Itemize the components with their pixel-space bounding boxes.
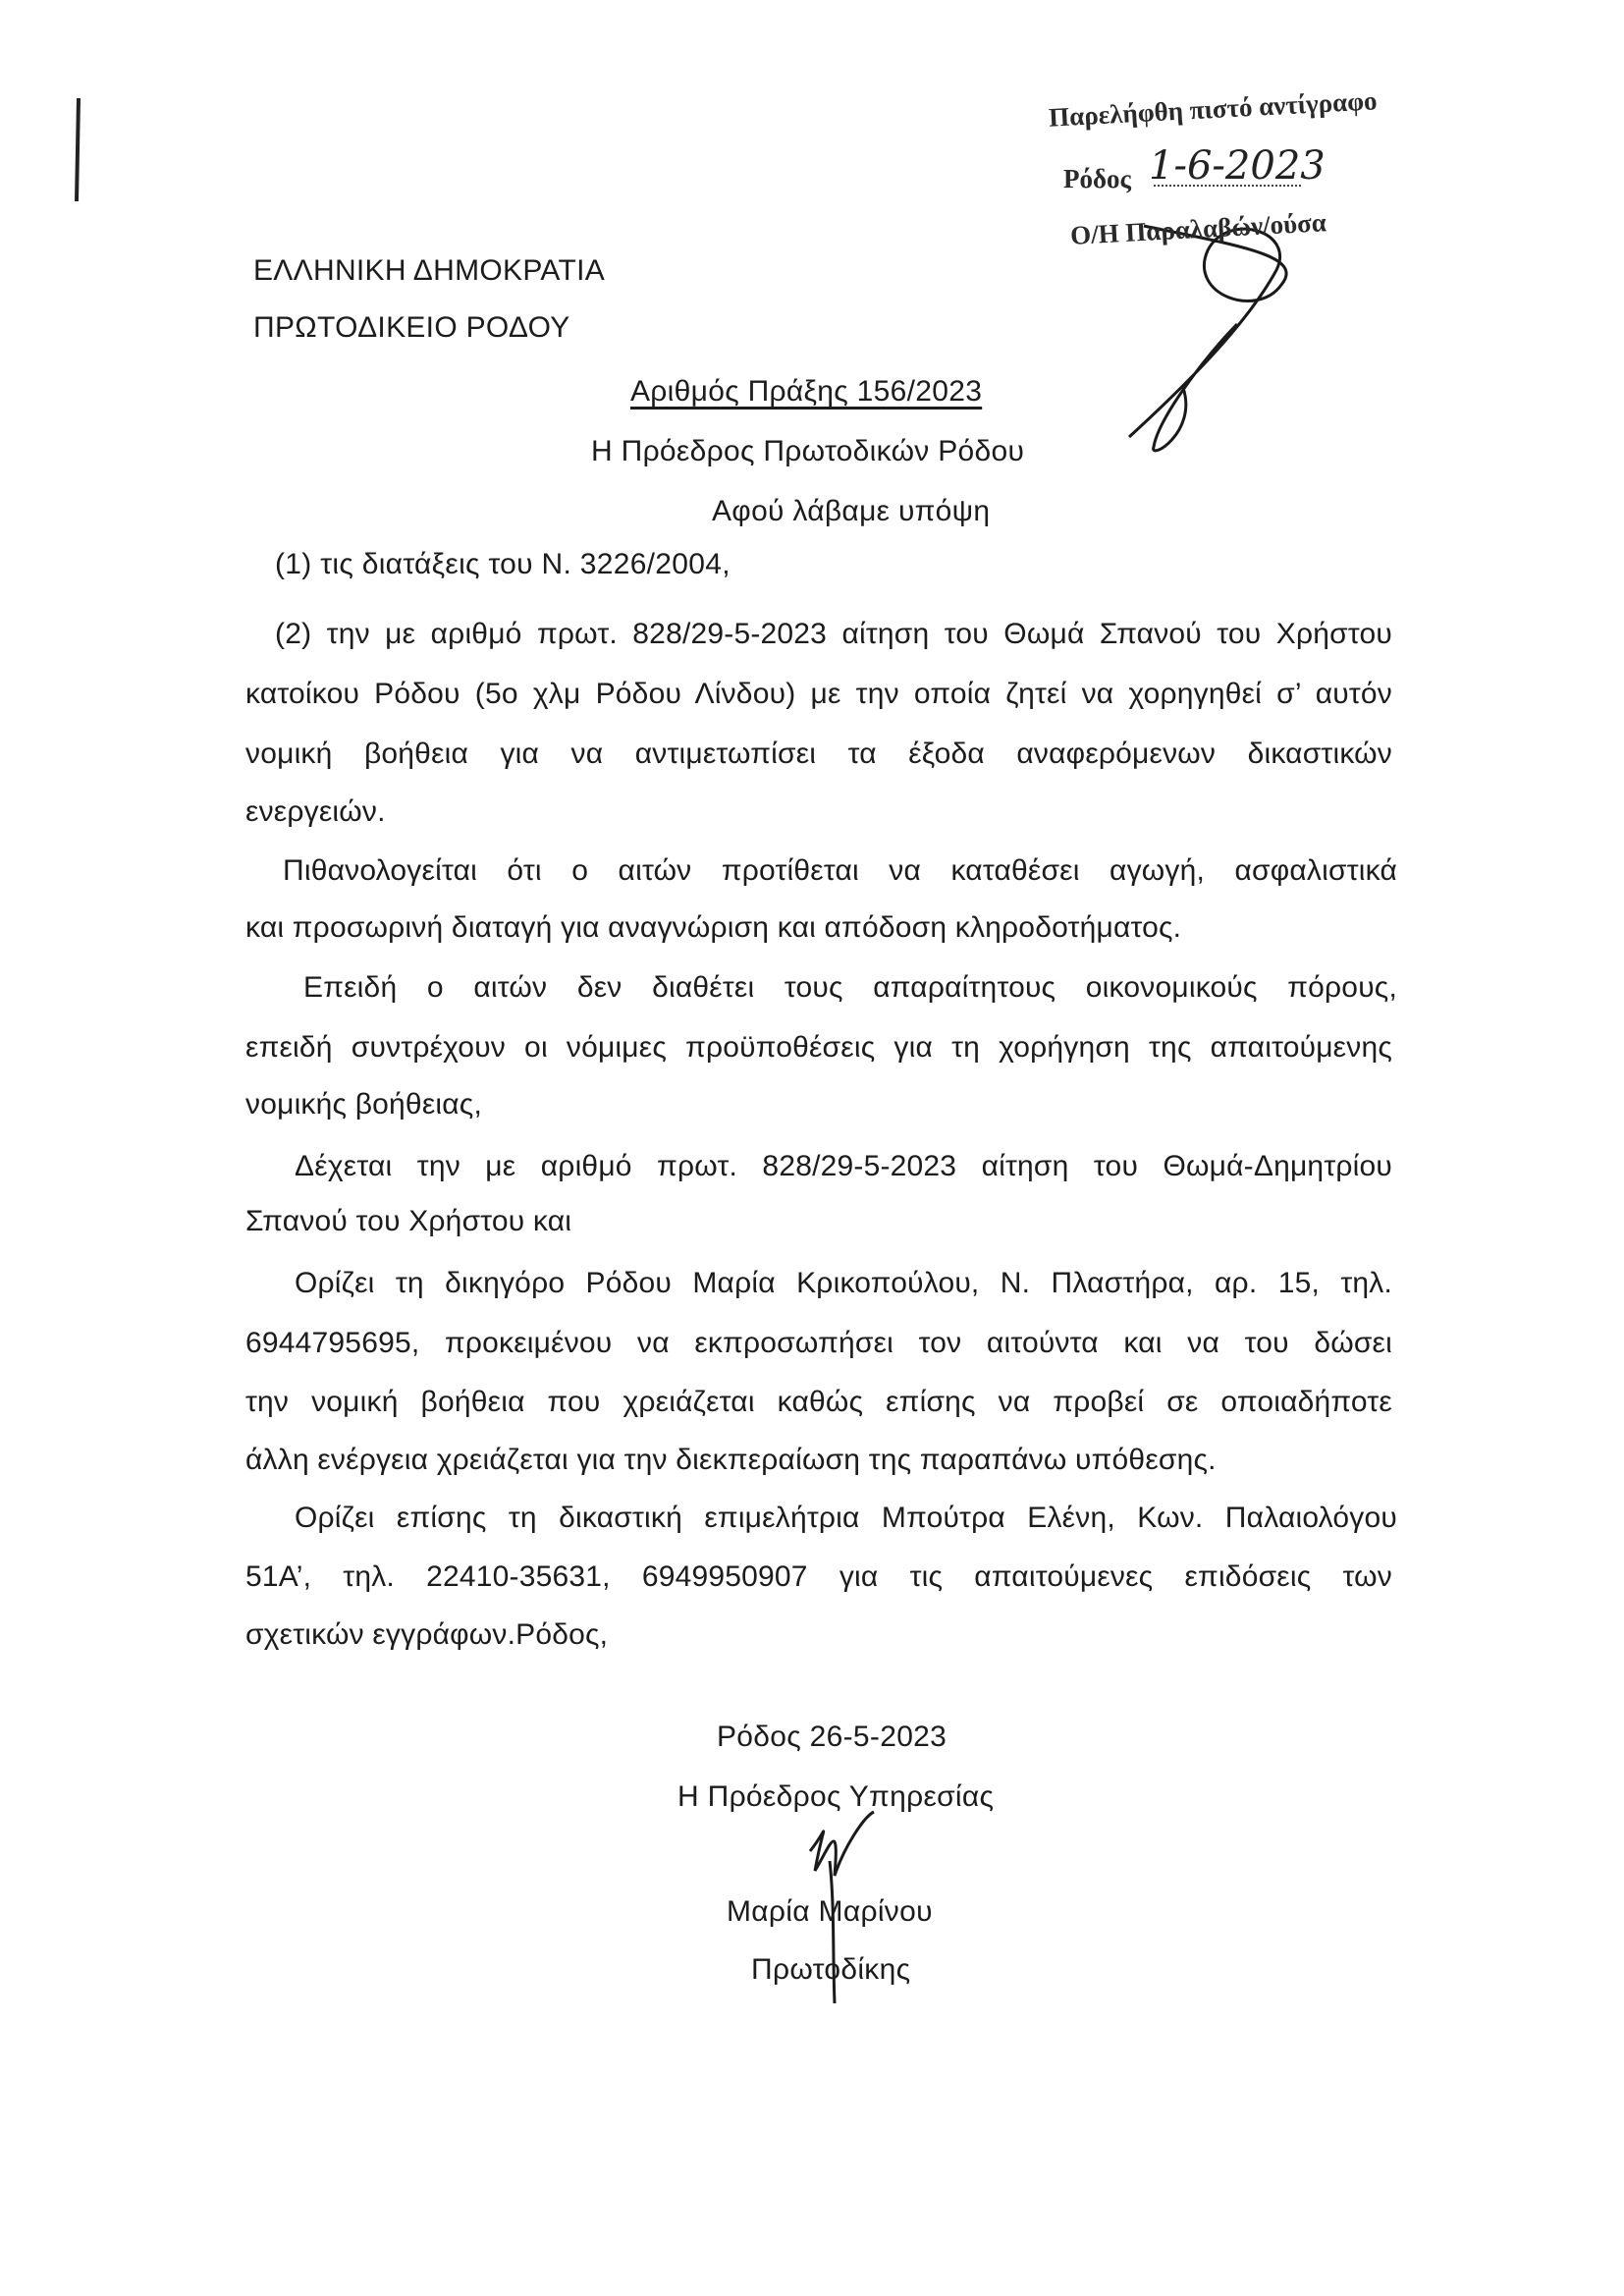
president-heading: Η Πρόεδρος Πρωτοδικών Ρόδου <box>591 435 1025 467</box>
stamp-recipient-label: Ο/Η Παραλαβών/ούσα <box>1069 207 1327 250</box>
item-2-line: κατοίκου Ρόδου (5ο χλμ Ρόδου Λίνδου) με την οποία ζητεί να χορηγηθεί σ’ αυτόν <box>245 678 1392 710</box>
signature-role: Η Πρόεδρος Υπηρεσίας <box>677 1780 995 1813</box>
paragraph-line: την νομική βοήθεια που χρειάζεται καθώς επίσης να προβεί σε οποιαδήποτε <box>245 1386 1392 1418</box>
paragraph-line: σχετικών εγγράφων.Ρόδος, <box>245 1618 609 1651</box>
signature-place-date: Ρόδος 26-5-2023 <box>717 1721 947 1753</box>
scan-edge-mark <box>77 98 79 201</box>
item-2-line: (2) την με αριθμό πρωτ. 828/29-5-2023 αίτηση του Θωμά Σπανού του Χρήστου <box>275 618 1392 650</box>
stamp-received-copy: Παρελήφθη πιστό αντίγραφο <box>1048 85 1379 133</box>
header-court: ΠΡΩΤΟΔΙΚΕΙΟ ΡΟΔΟΥ <box>253 311 570 344</box>
act-number: Αριθμός Πράξης 156/2023 <box>630 375 983 408</box>
paragraph-line: νομικής βοήθειας, <box>245 1088 482 1121</box>
item-1: (1) τις διατάξεις του Ν. 3226/2004, <box>275 548 731 580</box>
paragraph-line: και προσωρινή διαταγή για αναγνώριση και απόδοση κληροδοτήματος. <box>245 911 1182 944</box>
signature-name: Μαρία Μαρίνου <box>727 1895 933 1928</box>
paragraph-line: επειδή συντρέχουν οι νόμιμες προϋποθέσεις για τη χορήγηση της απαιτούμενης <box>245 1031 1392 1064</box>
paragraph-line: Ορίζει επίσης τη δικαστική επιμελήτρια Μπούτρα Ελένη, Κων. Παλαιολόγου <box>295 1502 1397 1534</box>
stamp-received-date: 1-6-2023 <box>1149 143 1326 189</box>
item-2-line: ενεργειών. <box>245 795 386 828</box>
considering-heading: Αφού λάβαμε υπόψη <box>712 495 991 527</box>
paragraph-line: Επειδή ο αιτών δεν διαθέτει τους απαραίτητους οικονομικούς πόρους, <box>303 971 1397 1004</box>
paragraph-line: Δέχεται την με αριθμό πρωτ. 828/29-5-2023 αίτηση του Θωμά-Δημητρίου <box>295 1150 1392 1182</box>
paragraph-line: Πιθανολογείται ότι ο αιτών προτίθεται να καταθέσει αγωγή, ασφαλιστικά <box>283 854 1397 887</box>
paragraph-line: 6944795695, προκειμένου να εκπροσωπήσει τον αιτούντα και να του δώσει <box>245 1327 1392 1359</box>
header-republic: ΕΛΛΗΝΙΚΗ ΔΗΜΟΚΡΑΤΙΑ <box>253 254 606 287</box>
signature-title: Πρωτοδίκης <box>751 1953 911 1986</box>
item-2-line: νομική βοήθεια για να αντιμετωπίσει τα έξοδα αναφερόμενων δικαστικών <box>245 738 1392 770</box>
paragraph-line: Σπανού του Χρήστου και <box>245 1205 572 1237</box>
stamp-place-label: Ρόδος <box>1063 164 1131 193</box>
paragraph-line: 51Α’, τηλ. 22410-35631, 6949950907 για τις απαιτούμενες επιδόσεις των <box>245 1560 1392 1593</box>
paragraph-line: άλλη ενέργεια χρειάζεται για την διεκπεραίωση της παραπάνω υπόθεσης. <box>245 1444 1217 1476</box>
stamp-signature-scribble <box>1129 226 1286 451</box>
stamp-date-dotted-line <box>1154 185 1301 187</box>
paragraph-line: Ορίζει τη δικηγόρο Ρόδου Μαρία Κρικοπούλου, Ν. Πλαστήρα, αρ. 15, τηλ. <box>295 1267 1392 1299</box>
